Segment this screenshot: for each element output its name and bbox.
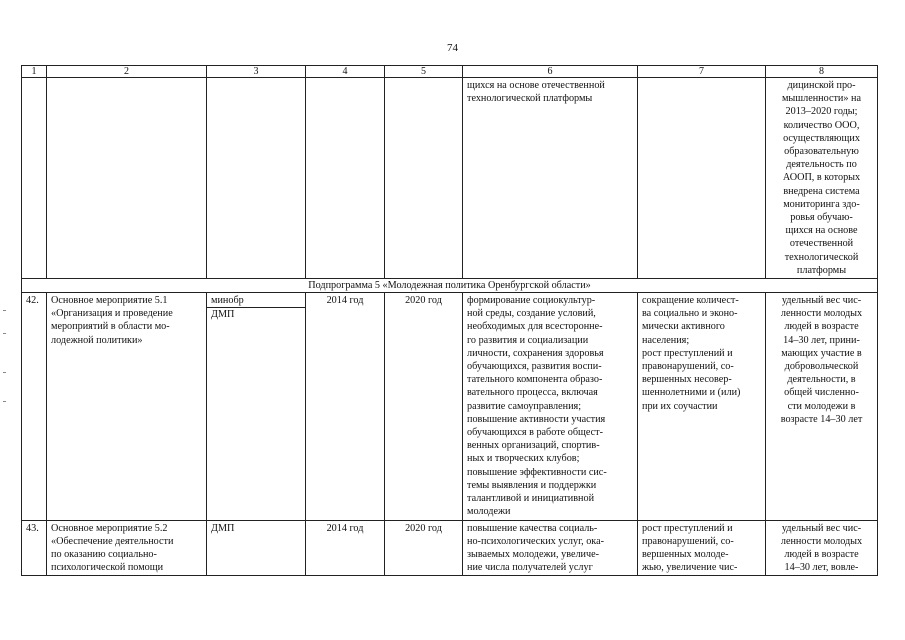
subprogram-title: Подпрограмма 5 «Молодежная политика Оренбургской области» [22, 279, 878, 293]
text-line: психологической помощи [51, 562, 164, 574]
text-line: го развития и социализации [467, 334, 589, 346]
table-cell [22, 78, 47, 279]
text-line: вершенных молоде- [642, 548, 729, 560]
column-number: 5 [385, 66, 463, 78]
text-line: технологической [784, 251, 859, 263]
text-line: вершенных несовер- [642, 374, 732, 386]
text-line: рост преступлений и [642, 522, 733, 534]
text-line: сокращение количест- [642, 295, 739, 307]
text-line: ровья обучаю- [790, 212, 853, 224]
expected-result-cell [463, 293, 638, 520]
text-line: людей в возрасте [784, 321, 859, 333]
start-year-cell: 2014 год [306, 520, 385, 576]
text-line: формирование социокультур- [467, 295, 596, 307]
consequences-cell [638, 293, 766, 520]
text-line: образовательную [784, 146, 859, 158]
start-year-cell: 2014 год [306, 293, 385, 520]
table-row [22, 293, 878, 520]
scan-edge-mark [3, 333, 6, 334]
text-line: обучающихся в работе общест- [467, 427, 603, 439]
text-line: щихся на основе [785, 225, 858, 237]
table-cell [207, 78, 306, 279]
text-line: Основное мероприятие 5.1 [51, 295, 168, 307]
text-line: обучающихся, развития воспи- [467, 361, 602, 373]
column-number: 3 [207, 66, 306, 78]
text-line: лодежной политики» [51, 334, 143, 346]
activity-name-cell [47, 293, 207, 520]
text-line: отечественной [789, 238, 854, 250]
table-cell [306, 78, 385, 279]
subprogram-row [22, 279, 878, 293]
text-line: ной среды, создание условий, [467, 308, 596, 320]
text-line: вательного процесса, включая [467, 387, 598, 399]
text-line: правонарушений, со- [642, 361, 734, 373]
text-line: 2013–2020 годы; [785, 106, 858, 118]
end-year-cell: 2020 год [385, 520, 463, 576]
table-cell [385, 78, 463, 279]
text-line: шеннолетними и (или) [642, 387, 741, 399]
column-number: 1 [22, 66, 47, 78]
expected-result-cell [463, 520, 638, 576]
text-line: повышение качества социаль- [467, 522, 598, 534]
text-line: но-психологических услуг, ока- [467, 535, 605, 547]
text-line: талантливой и инициативной [467, 493, 595, 505]
text-line: АООП, в которых [782, 172, 861, 184]
text-line: по оказанию социально- [51, 548, 157, 560]
text-line: ние числа получателей услуг [467, 562, 593, 574]
text-line: ных и творческих клубов; [467, 453, 580, 465]
expected-result-cell [463, 78, 638, 279]
executor-cell [207, 293, 306, 520]
executor-name: минобр [207, 294, 305, 308]
table-row [22, 520, 878, 576]
text-line: правонарушений, со- [642, 535, 734, 547]
text-line: «Организация и проведение [51, 308, 173, 320]
executor-name: ДМП [211, 522, 235, 534]
column-number: 6 [463, 66, 638, 78]
indicator-cell [766, 78, 878, 279]
text-line: мероприятий в области мо- [51, 321, 170, 333]
scan-edge-mark [3, 372, 6, 373]
page-number: 74 [447, 42, 458, 54]
text-line: дицинской про- [787, 80, 856, 91]
text-line: венных организаций, спортив- [467, 440, 600, 452]
scan-edge-mark [3, 310, 6, 311]
text-line: мониторинга здо- [783, 198, 860, 210]
text-line: добровольческой [784, 361, 859, 373]
text-line: ленности молодых [780, 535, 863, 547]
text-line: молодежи [467, 506, 511, 518]
text-line: развитие самоуправления; [467, 400, 582, 412]
scan-edge-mark [3, 401, 6, 402]
consequences-cell [638, 520, 766, 576]
column-number-header-row [22, 66, 878, 78]
text-line: жью, увеличение чис- [642, 562, 738, 574]
table-cell [47, 78, 207, 279]
executor-cell [207, 520, 306, 576]
text-line: удельный вес чис- [781, 522, 862, 534]
text-line: темы выявления и поддержки [467, 479, 597, 491]
activity-name-cell [47, 520, 207, 576]
text-line: деятельности, в [787, 374, 856, 386]
text-line: общей численно- [784, 387, 859, 399]
row-number: 42. [22, 293, 47, 520]
text-line: рост преступлений и [642, 347, 733, 359]
text-line: людей в возрасте [784, 548, 859, 560]
column-number: 4 [306, 66, 385, 78]
text-line: технологической платформы [467, 93, 593, 105]
column-number: 2 [47, 66, 207, 78]
text-line: необходимых для всесторонне- [467, 321, 603, 333]
executor-name: ДМП [211, 309, 235, 321]
indicator-cell [766, 520, 878, 576]
text-line: личности, сохранения здоровья [467, 347, 604, 359]
text-line: ленности молодых [780, 308, 863, 320]
text-line: сти молодежи в [787, 400, 856, 412]
text-line: мически активного [642, 321, 725, 333]
column-number: 8 [766, 66, 878, 78]
text-line: населения; [642, 334, 690, 346]
text-line: количество ООО, [783, 119, 860, 131]
text-line: осуществляющих [783, 132, 860, 144]
continuation-row [22, 78, 878, 279]
text-line: зываемых молодежи, увеличе- [467, 548, 600, 560]
text-line: тательного компонента образо- [467, 374, 603, 386]
program-table [21, 65, 878, 576]
text-line: «Обеспечение деятельности [51, 535, 174, 547]
indicator-cell [766, 293, 878, 520]
text-line: мышленности» на [781, 93, 862, 105]
text-line: платформы [796, 264, 847, 276]
text-line: мающих участие в [781, 347, 862, 359]
text-line: повышение активности участия [467, 413, 606, 425]
text-line: при их соучастии [642, 400, 718, 412]
text-line: щихся на основе отечественной [467, 80, 605, 91]
text-line: 14–30 лет, вовле- [784, 562, 859, 574]
text-line: деятельность по [786, 159, 857, 171]
column-number: 7 [638, 66, 766, 78]
text-line: повышение эффективности сис- [467, 466, 607, 478]
table-cell [638, 78, 766, 279]
row-number: 43. [22, 520, 47, 576]
text-line: ва социально и эконо- [642, 308, 738, 320]
text-line: удельный вес чис- [781, 295, 862, 307]
text-line: внедрена система [783, 185, 860, 197]
text-line: Основное мероприятие 5.2 [51, 522, 168, 534]
end-year-cell: 2020 год [385, 293, 463, 520]
text-line: 14–30 лет, прини- [783, 334, 860, 346]
text-line: возрасте 14–30 лет [780, 413, 863, 425]
